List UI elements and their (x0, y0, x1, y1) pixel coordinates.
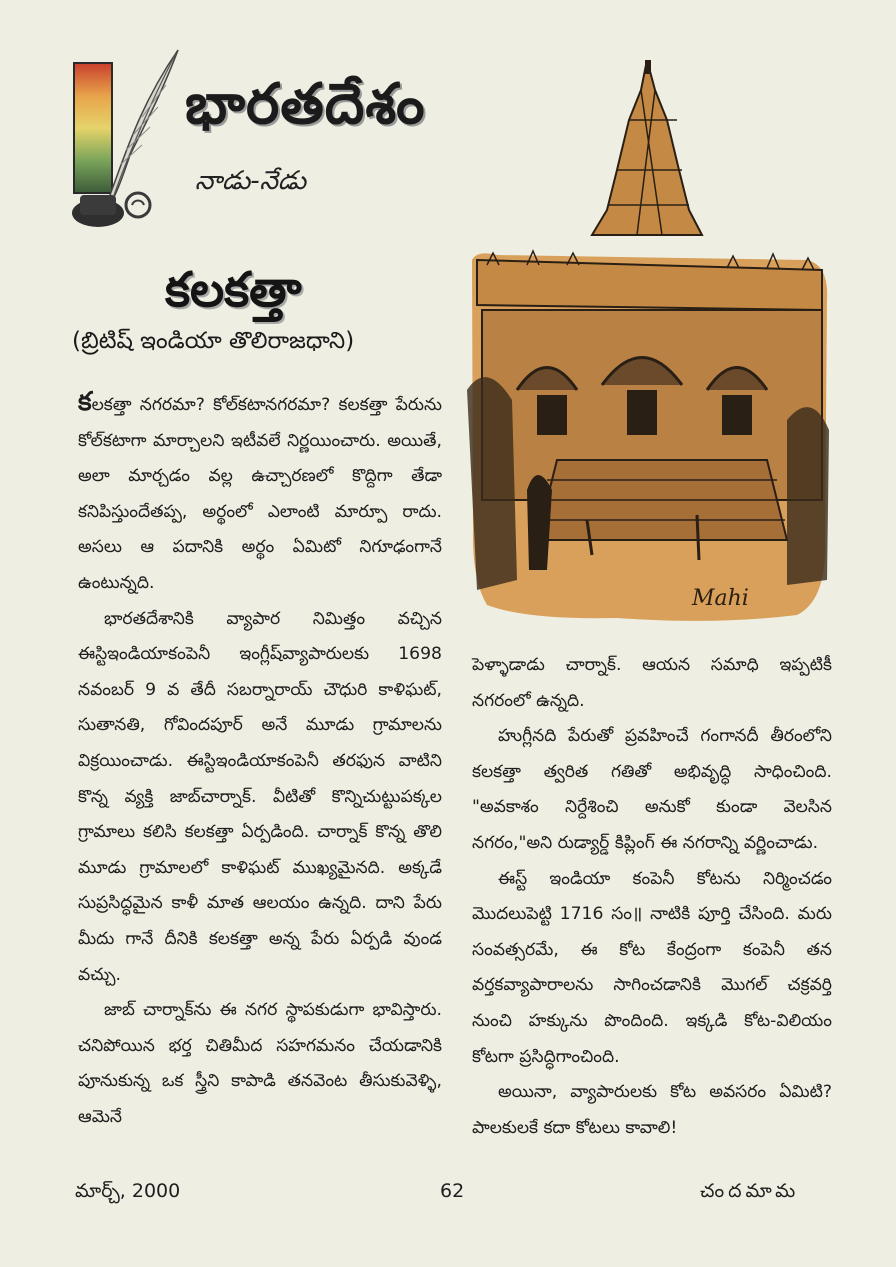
paragraph (78, 385, 442, 602)
paragraph: ఈస్ట్ ఇండియా కంపెనీ కోటను నిర్మించడం మొదలుపెట్టి 1716 సం॥ నాటికి పూర్తి చేసింది. మరు సంవత్సరమే, ఈ కోట కేంద్రంగా కంపెనీ తన వర్తకవ్యాపారాలను సాగించడానికి మొగల్ చక్రవర్తి నుంచి హక్కును పొందింది. ఇక్కడి కోట-విలియం కోటగా ప్రసిద్ధిగాంచింది. (472, 868, 832, 1067)
magazine-name: చందమామ (700, 1180, 800, 1202)
paragraph: భారతదేశానికి వ్యాపార నిమిత్తం వచ్చిన ఈస్టిఇండియాకంపెనీ ఇంగ్లీష్‌వ్యాపారులకు 1698 నవంబర్ 9 వ తేదీ సబర్నారాయ్ చౌధురి కాళిఘట్, సుతానతి, గోవిందపూర్ అనే మూడు గ్రామాలను విక్రయించాడు. ఈస్టిఇండియాకంపెనీ తరఫున వాటిని కొన్న వ్యక్తి జాబ్‌చార్నాక్. వీటితో కొన్నిచుట్టుపక్కల గ్రామాలు కలిసి కలకత్తా ఏర్పడింది. చార్నాక్ కొన్న తొలి మూడు గ్రామాలలో కాళిఘట్ ముఖ్యమైనది. అక్కడే సుప్రసిద్ధమైన కాళీ మాత ఆలయం ఉన్నది. దాని పేరు మీదు గానే దీనికి కలకత్తా అన్న పేరు ఏర్పడి వుండ వచ్చు. (78, 608, 442, 985)
paragraph: పెళ్ళాడాడు చార్నాక్. ఆయన సమాధి ఇప్పటికీ నగరంలో ఉన్నది. (472, 655, 832, 711)
page-number: 62 (440, 1180, 465, 1202)
article-body-right-column (472, 648, 832, 1146)
paragraph: హుగ్లీనది పేరుతో ప్రవహించే గంగానదీ తీరంలోని కలకత్తా త్వరిత గతితో అభివృద్ధి సాధించింది. "అవకాశం నిర్దేశించి అనుకో కుండా వెలసిన నగరం,"అని రుడ్యార్డ్ కిప్లింగ్ ఈ నగరాన్ని వర్ణించాడు. (472, 726, 832, 853)
series-title: భారతదేశం (185, 72, 426, 137)
article-title: కలకత్తా (165, 262, 302, 318)
series-subtitle: నాడు-నేడు (195, 166, 307, 196)
article-subtitle: (బ్రిటిష్ ఇండియా తొలిరాజధాని) (72, 328, 355, 354)
paragraph: అయినా, వ్యాపారులకు కోట అవసరం ఏమిటి? పాలకులకే కదా కోటలు కావాలి! (472, 1082, 832, 1138)
paragraph: జాబ్ చార్నాక్‌ను ఈ నగర స్థాపకుడుగా భావిస్తారు. చనిపోయిన భర్త చితిమీద సహగమనం చేయడానికి పూనుకున్న ఒక స్త్రీని కాపాడి తనవెంట తీసుకువెళ్ళి, ఆమెనే (78, 1000, 442, 1127)
paragraph-text: లకత్తా నగరమా? కోల్‌కటానగరమా? కలకత్తా పేరును కోల్‌కటాగా మార్చాలని ఇటీవలే నిర్ణయించారు. అయితే, అలా మార్చడం వల్ల ఉచ్చారణలో కొద్దిగా తేడా కనిపిస్తుందేతప్ప, అర్థంలో ఎలాంటి మార్పూ రాదు. అసలు ఆ పదానికి అర్థం ఏమిటో నిగూఢంగానే ఉంటున్నది. (78, 395, 442, 593)
article-body-left-column (78, 385, 442, 1135)
temple-illustration (467, 60, 832, 625)
quill-ink-emblem (70, 45, 185, 230)
issue-date: మార్చ్, 2000 (75, 1180, 181, 1202)
drop-cap: క (78, 387, 92, 417)
illustration-signature: Mahi (692, 586, 749, 611)
